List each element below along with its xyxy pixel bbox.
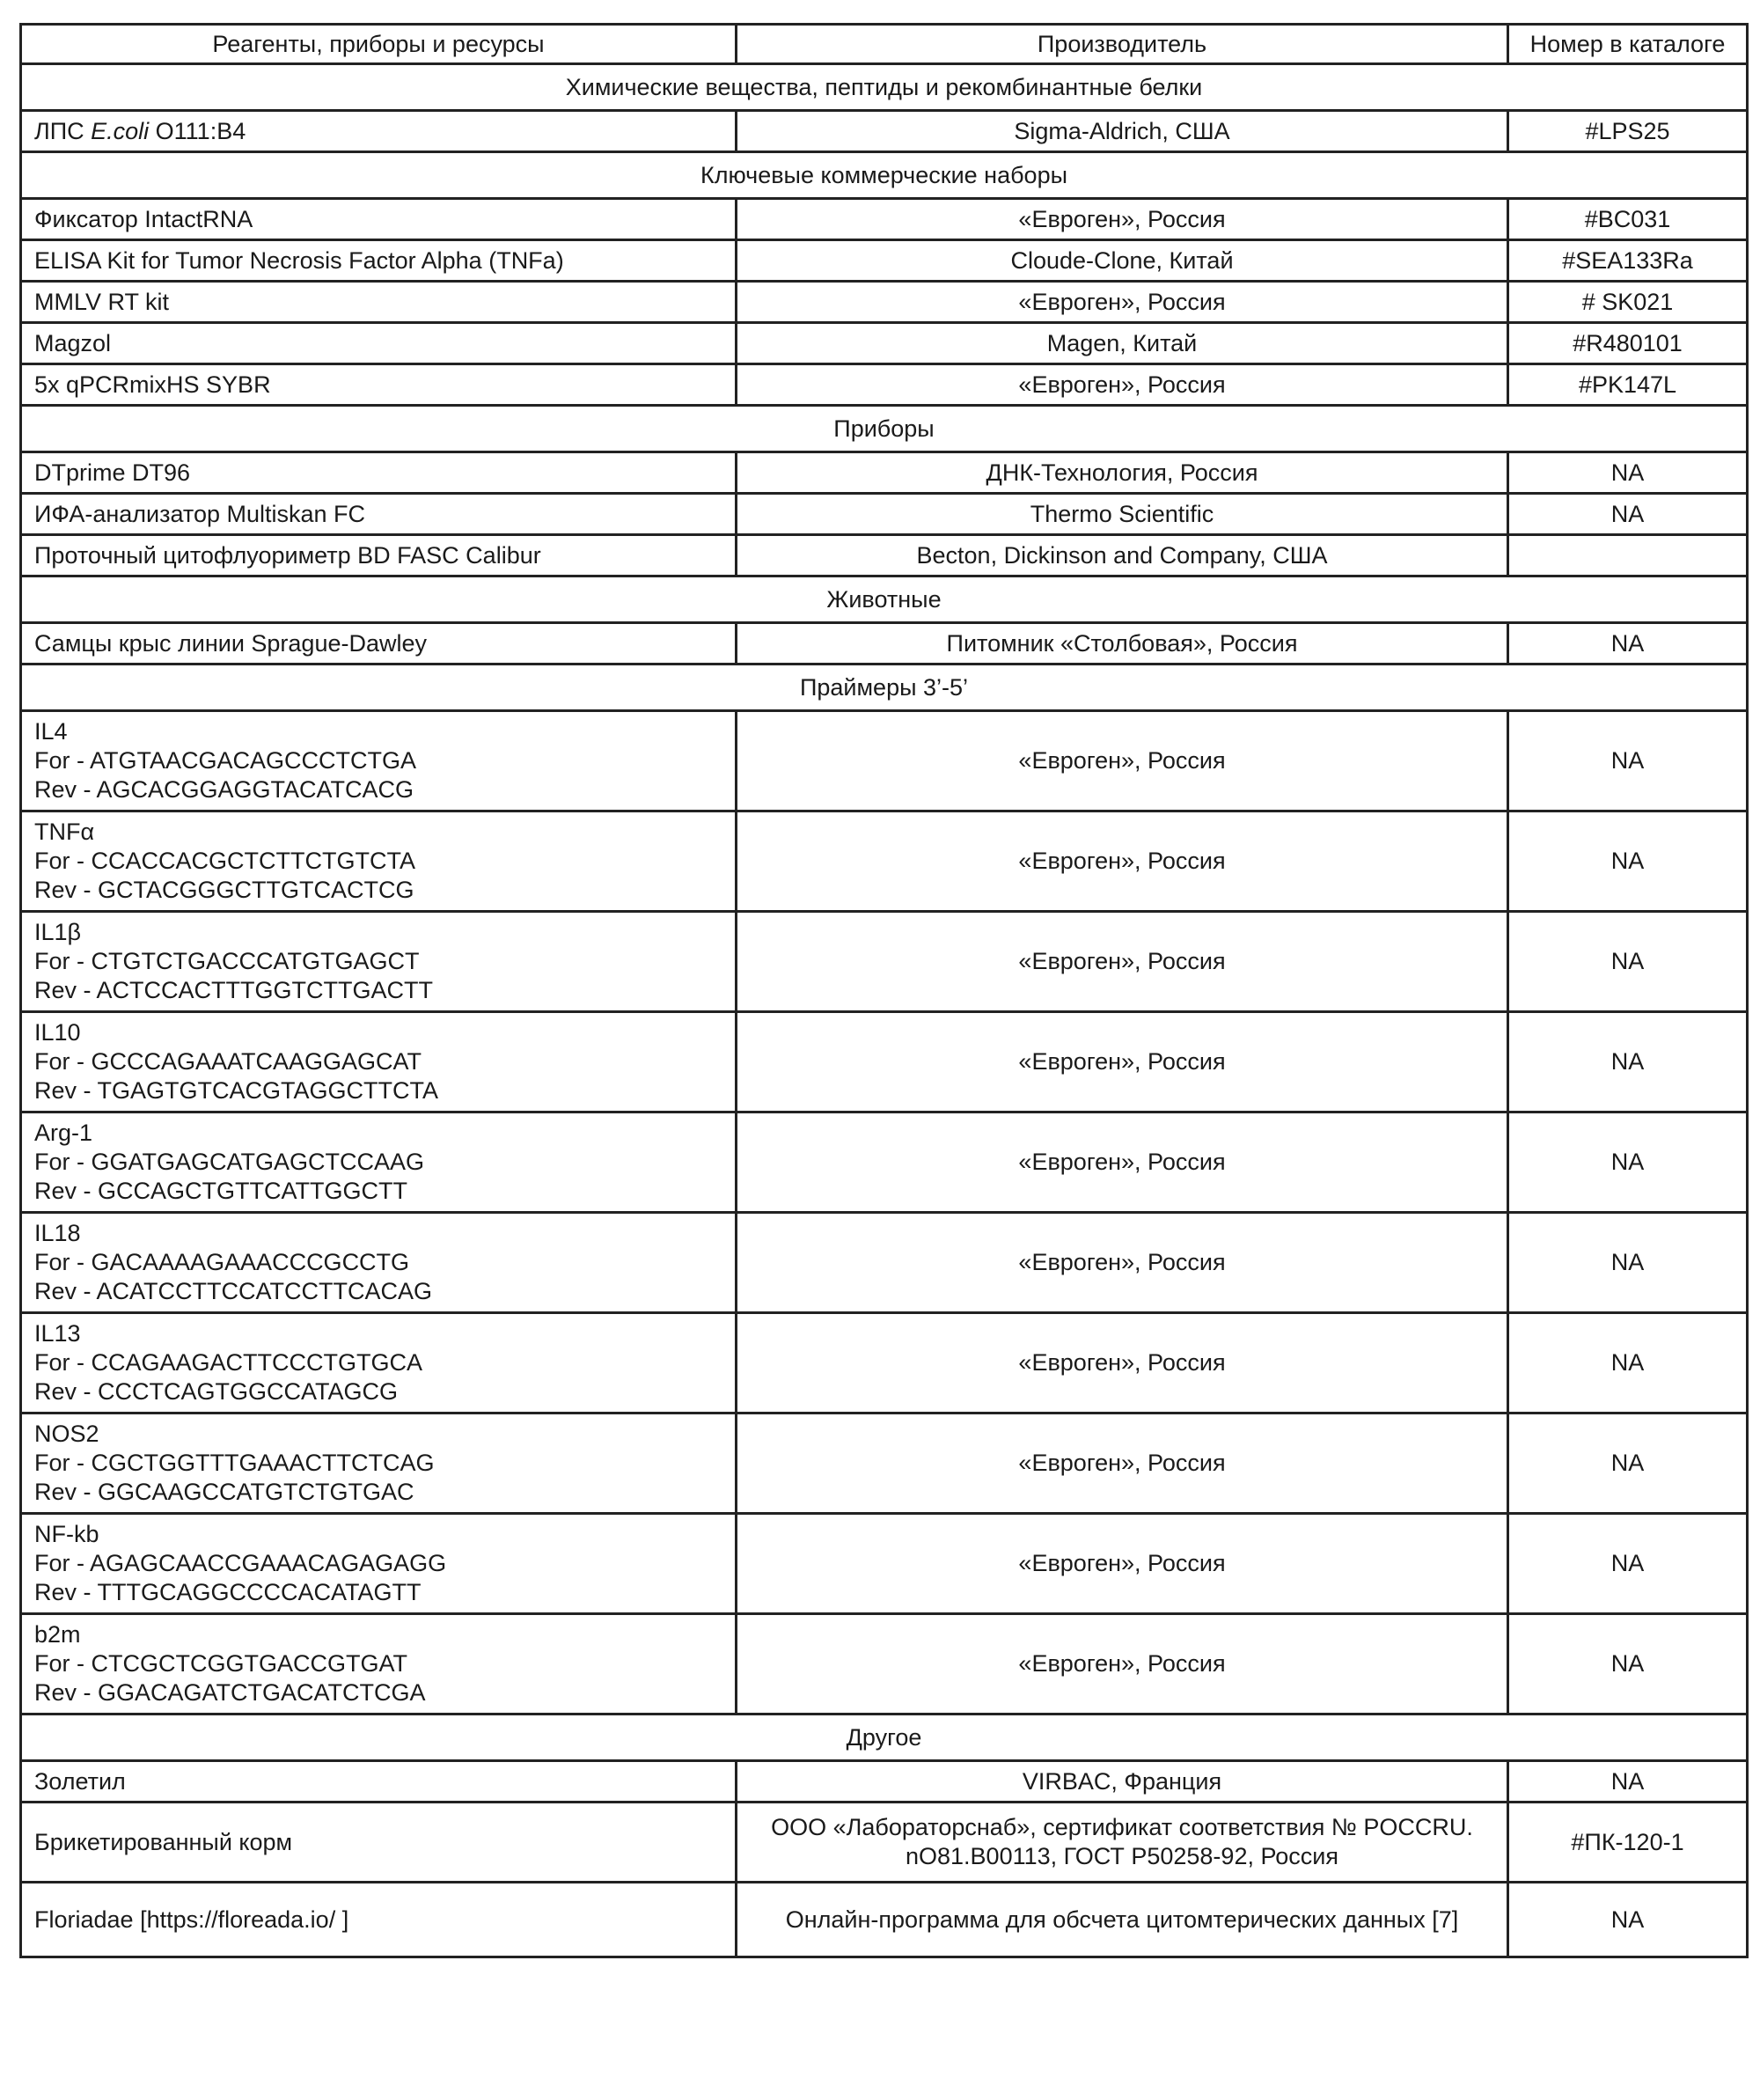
primer-reverse: Rev - ACATCCTTCCATCCTTCACAG — [34, 1278, 432, 1304]
catalog-cell: NA — [1508, 1012, 1748, 1112]
primer-forward: For - AGAGCAACCGAAACAGAGAGG — [34, 1550, 447, 1576]
primer-cell — [21, 1213, 737, 1313]
table-row — [21, 1213, 1748, 1313]
resource-name: Floriadae [https://floreada.io/ ] — [21, 1883, 737, 1957]
manufacturer-line: ООО «Лабораторснаб», сертификат соответствия № POCCRU. — [771, 1814, 1473, 1840]
primer-gene: IL10 — [34, 1019, 81, 1046]
manufacturer-line: nO81.B00113, ГОСТ P50258-92, Россия — [906, 1843, 1338, 1869]
table-row — [21, 1803, 1748, 1883]
manufacturer-cell — [737, 1803, 1508, 1883]
primer-cell — [21, 811, 737, 912]
primer-forward: For - CTGTCTGACCCATGTGAGCT — [34, 948, 420, 974]
primer-reverse: Rev - GGCAAGCCATGTCTGTGAC — [34, 1479, 414, 1505]
table-row — [21, 1112, 1748, 1213]
section-row-kits — [21, 152, 1748, 199]
primer-cell — [21, 1614, 737, 1715]
manufacturer-cell: «Евроген», Россия — [737, 364, 1508, 406]
primer-cell — [21, 1313, 737, 1413]
header-reagents: Реагенты, приборы и ресурсы — [21, 25, 737, 64]
manufacturer-cell: «Евроген», Россия — [737, 1213, 1508, 1313]
reagent-name — [21, 111, 737, 152]
primer-gene: IL18 — [34, 1220, 81, 1246]
primer-reverse: Rev - GCCAGCTGTTCATTGGCTT — [34, 1178, 407, 1204]
catalog-cell: NA — [1508, 811, 1748, 912]
catalog-cell: # SK021 — [1508, 282, 1748, 323]
reagent-name: MMLV RT kit — [21, 282, 737, 323]
table-row — [21, 494, 1748, 535]
manufacturer-cell: «Евроген», Россия — [737, 1112, 1508, 1213]
catalog-cell — [1508, 535, 1748, 576]
catalog-cell: #R480101 — [1508, 323, 1748, 364]
catalog-cell: NA — [1508, 1883, 1748, 1957]
primer-gene: NF-kb — [34, 1521, 99, 1547]
manufacturer-cell: «Евроген», Россия — [737, 1313, 1508, 1413]
primer-cell — [21, 1112, 737, 1213]
device-name: ИФА-анализатор Multiskan FC — [21, 494, 737, 535]
table-row — [21, 1313, 1748, 1413]
catalog-cell: NA — [1508, 1614, 1748, 1715]
catalog-cell: NA — [1508, 1413, 1748, 1514]
reagent-name: Magzol — [21, 323, 737, 364]
table-row — [21, 1012, 1748, 1112]
animal-name: Самцы крыс линии Sprague-Dawley — [21, 623, 737, 665]
manufacturer-cell: Thermo Scientific — [737, 494, 1508, 535]
section-row-chemicals — [21, 64, 1748, 111]
section-row-other — [21, 1715, 1748, 1761]
primer-cell — [21, 912, 737, 1012]
reagents-table — [19, 23, 1749, 1958]
table-row — [21, 323, 1748, 364]
manufacturer-cell: Magen, Китай — [737, 323, 1508, 364]
catalog-cell: #LPS25 — [1508, 111, 1748, 152]
reagent-name: ELISA Kit for Tumor Necrosis Factor Alpha (TNFa) — [21, 240, 737, 282]
primer-forward: For - ATGTAACGACAGCCCTCTGA — [34, 747, 417, 774]
resource-name: Золетил — [21, 1761, 737, 1803]
table-row — [21, 111, 1748, 152]
manufacturer-cell: «Евроген», Россия — [737, 912, 1508, 1012]
table-row — [21, 1514, 1748, 1614]
manufacturer-cell: «Евроген», Россия — [737, 1614, 1508, 1715]
catalog-cell: NA — [1508, 1514, 1748, 1614]
primer-reverse: Rev - CCCTCAGTGGCCATAGCG — [34, 1378, 399, 1405]
primer-reverse: Rev - TGAGTGTCACGTAGGCTTCTA — [34, 1077, 438, 1104]
section-title: Химические вещества, пептиды и рекомбинантные белки — [21, 64, 1748, 111]
primer-cell — [21, 1413, 737, 1514]
manufacturer-cell: «Евроген», Россия — [737, 1514, 1508, 1614]
primer-forward: For - GGATGAGCATGAGCTCCAAG — [34, 1149, 425, 1175]
table-row — [21, 240, 1748, 282]
reagent-name: Фиксатор IntactRNA — [21, 199, 737, 240]
primer-forward: For - CCAGAAGACTTCCCTGTGCA — [34, 1349, 423, 1376]
primer-cell — [21, 1514, 737, 1614]
catalog-cell: NA — [1508, 494, 1748, 535]
table-row — [21, 1761, 1748, 1803]
table-row — [21, 912, 1748, 1012]
section-title: Ключевые коммерческие наборы — [21, 152, 1748, 199]
table-row — [21, 452, 1748, 494]
primer-gene: IL13 — [34, 1320, 81, 1347]
manufacturer-cell: VIRBAC, Франция — [737, 1761, 1508, 1803]
table-row — [21, 199, 1748, 240]
table-row — [21, 282, 1748, 323]
manufacturer-cell: Sigma-Aldrich, США — [737, 111, 1508, 152]
device-name: Проточный цитофлуориметр BD FASC Calibur — [21, 535, 737, 576]
section-row-primers — [21, 665, 1748, 711]
reagent-name-prefix: ЛПС — [34, 117, 92, 144]
primer-forward: For - CTCGCTCGGTGACCGTGAT — [34, 1650, 407, 1677]
primer-forward: For - CCACCACGCTCTTCTGTCTA — [34, 848, 415, 874]
reagent-name-suffix: O111:B4 — [149, 117, 246, 144]
primer-gene: NOS2 — [34, 1421, 99, 1447]
section-title: Приборы — [21, 406, 1748, 452]
catalog-cell: NA — [1508, 1313, 1748, 1413]
primer-forward: For - GACAAAAGAAACCCGCCTG — [34, 1249, 410, 1275]
table-row — [21, 364, 1748, 406]
manufacturer-cell: Питомник «Столбовая», Россия — [737, 623, 1508, 665]
catalog-cell: NA — [1508, 452, 1748, 494]
table-row — [21, 1883, 1748, 1957]
catalog-cell: NA — [1508, 711, 1748, 811]
section-row-devices — [21, 406, 1748, 452]
catalog-cell: NA — [1508, 1112, 1748, 1213]
manufacturer-cell: «Евроген», Россия — [737, 282, 1508, 323]
header-catalog-number: Номер в каталоге — [1508, 25, 1748, 64]
table-row — [21, 711, 1748, 811]
table-row — [21, 1614, 1748, 1715]
catalog-cell: NA — [1508, 1761, 1748, 1803]
primer-gene: IL4 — [34, 718, 68, 745]
primer-reverse: Rev - AGCACGGAGGTACATCACG — [34, 776, 414, 803]
device-name: DTprime DT96 — [21, 452, 737, 494]
manufacturer-cell: «Евроген», Россия — [737, 1413, 1508, 1514]
catalog-cell: NA — [1508, 1213, 1748, 1313]
primer-cell — [21, 711, 737, 811]
manufacturer-cell: «Евроген», Россия — [737, 199, 1508, 240]
table-row — [21, 623, 1748, 665]
table-header — [21, 25, 1748, 64]
primer-gene: IL1β — [34, 919, 82, 945]
section-title: Животные — [21, 576, 1748, 623]
table-row — [21, 535, 1748, 576]
section-title: Другое — [21, 1715, 1748, 1761]
reagent-name-italic: E.coli — [91, 117, 150, 144]
manufacturer-cell: Cloude-Clone, Китай — [737, 240, 1508, 282]
primer-reverse: Rev - TTTGCAGGCCCCACATAGTT — [34, 1579, 422, 1605]
reagent-name: 5x qPCRmixHS SYBR — [21, 364, 737, 406]
manufacturer-cell: Онлайн-программа для обсчета цитомтерических данных [7] — [737, 1883, 1508, 1957]
catalog-cell: #ПК-120-1 — [1508, 1803, 1748, 1883]
catalog-cell: #SEA133Ra — [1508, 240, 1748, 282]
resource-name: Брикетированный корм — [21, 1803, 737, 1883]
table-body — [21, 64, 1748, 1957]
primer-reverse: Rev - GCTACGGGCTTGTCACTCG — [34, 877, 414, 903]
primer-forward: For - CGCTGGTTTGAAACTTCTCAG — [34, 1450, 435, 1476]
primer-gene: b2m — [34, 1621, 81, 1648]
table-row — [21, 811, 1748, 912]
catalog-cell: NA — [1508, 912, 1748, 1012]
primer-reverse: Rev - ACTCCACTTTGGTCTTGACTT — [34, 977, 433, 1003]
header-manufacturer: Производитель — [737, 25, 1508, 64]
primer-gene: TNFα — [34, 819, 95, 845]
primer-cell — [21, 1012, 737, 1112]
table-row — [21, 1413, 1748, 1514]
manufacturer-cell: ДНК-Технология, Россия — [737, 452, 1508, 494]
catalog-cell: NA — [1508, 623, 1748, 665]
section-title: Праймеры 3’-5’ — [21, 665, 1748, 711]
primer-forward: For - GCCCAGAAATCAAGGAGCAT — [34, 1048, 422, 1075]
reagents-table-container — [19, 23, 1746, 1958]
catalog-cell: #BC031 — [1508, 199, 1748, 240]
manufacturer-cell: «Евроген», Россия — [737, 811, 1508, 912]
catalog-cell: #PK147L — [1508, 364, 1748, 406]
section-row-animals — [21, 576, 1748, 623]
manufacturer-cell: «Евроген», Россия — [737, 1012, 1508, 1112]
manufacturer-cell: Becton, Dickinson and Company, США — [737, 535, 1508, 576]
manufacturer-cell: «Евроген», Россия — [737, 711, 1508, 811]
primer-reverse: Rev - GGACAGATCTGACATCTCGA — [34, 1679, 426, 1706]
primer-gene: Arg-1 — [34, 1120, 93, 1146]
